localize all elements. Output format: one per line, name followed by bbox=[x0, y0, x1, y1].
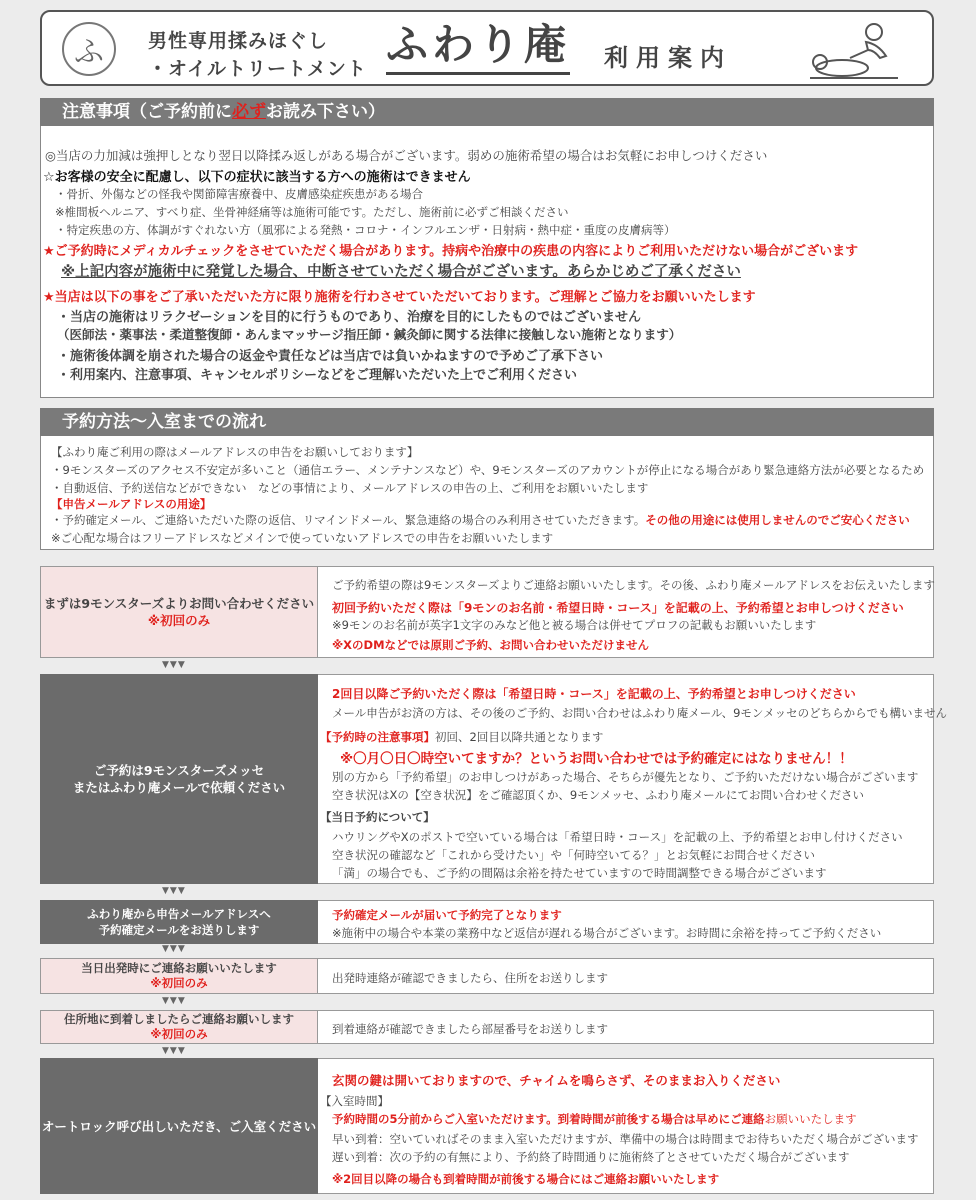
flow-line: 遅い到着：次の予約の有無により、予約終了時間通りに施術終了とさせていただく場合がございます bbox=[332, 1150, 850, 1164]
flow-step-6 bbox=[40, 1058, 934, 1194]
page-title: 利用案内 bbox=[604, 44, 732, 72]
flow-line: 出発時連絡が確認できましたら、住所をお送りします bbox=[332, 971, 608, 985]
flow-step-3-label-2: 予約確定メールをお送りします bbox=[98, 923, 260, 937]
flow-line: 早い到着：空いていればそのまま入室いただけますが、準備中の場合は時間までお待ちいただく場合がございます bbox=[332, 1132, 919, 1146]
flow-step-2-content bbox=[318, 674, 947, 884]
notice-title-emphasis: 必ず bbox=[232, 102, 266, 122]
flow-line: ※〇月〇日〇時空いてますか？というお問い合わせでは予約確定にはなりません！！ bbox=[340, 751, 853, 767]
booking-line: ※ご心配な場合はフリーアドレスなどメインで使っていないアドレスでの申告をお願いいたします bbox=[51, 531, 554, 545]
flow-arrow-icon: ▼▼▼ bbox=[162, 1046, 186, 1056]
notice-line: ・当店の施術はリラクゼーションを目的に行うものであり、治療を目的にしたものではございません bbox=[57, 310, 641, 325]
flow-step-1-note: ※初回のみ bbox=[147, 613, 211, 628]
flow-line: 【当日予約について】 bbox=[320, 810, 435, 824]
header-subtitle-1: 男性専用揉みほぐし bbox=[148, 30, 329, 52]
booking-line: 【ふわり庵ご利用の際はメールアドレスの申告をお願いしております】 bbox=[51, 445, 419, 459]
flow-line: ※9モンのお名前が英字1文字のみなど他と被る場合は併せてプロフの記載もお願いいたします bbox=[332, 618, 817, 632]
flow-step-1-label-text: まずは9モンスターズよりお問い合わせください bbox=[43, 596, 315, 611]
notice-line: （医師法・薬事法・柔道整復師・あんまマッサージ指圧師・鍼灸師に関する法律に接触しない施術となります） bbox=[57, 327, 682, 342]
notice-section-body bbox=[40, 126, 934, 398]
flow-step-2-label-2: またはふわり庵メールで依頼ください bbox=[72, 780, 286, 795]
notice-line: ◎当店の力加減は強押しとなり翌日以降揉み返しがある場合がございます。弱めの施術希望の場合はお気軽にお申しつけください bbox=[45, 148, 768, 163]
flow-line: ※2回目以降の場合も到着時間が前後する場合にはご連絡お願いいたします bbox=[332, 1172, 720, 1186]
flow-line: 【入室時間】 bbox=[320, 1094, 389, 1108]
flow-arrow-icon: ▼▼▼ bbox=[162, 944, 186, 954]
flow-step-4-label bbox=[40, 958, 318, 994]
flow-line: メール申告がお済の方は、その後のご予約、お問い合わせはふわり庵メール、9モンメッセのどちらからでも構いません bbox=[332, 706, 947, 720]
flow-step-5-label bbox=[40, 1010, 318, 1044]
flow-line: ※施術中の場合や本業の業務中など返信が遅れる場合がございます。お時間に余裕を持ってご予約ください bbox=[332, 926, 882, 940]
booking-usage-text: ・予約確定メール、ご連絡いただいた際の返信、リマインドメール、緊急連絡の場合のみ利用させていただきます。 bbox=[51, 513, 646, 527]
flow-step-3-label bbox=[40, 900, 318, 944]
header-subtitle-2: ・オイルトリートメント bbox=[148, 58, 367, 80]
flow-line: 「満」の場合でも、ご予約の間隔は余裕を持たせていますので時間調整できる場合がございます bbox=[332, 866, 827, 880]
flow-line: 空き状況の確認など「これから受けたい」や「何時空いてる？」とお気軽にお問合せください bbox=[332, 848, 815, 862]
booking-line: ・自動返信、予約送信などができない などの事情により、メールアドレスの申告の上、ご利用をお願いいたします bbox=[51, 481, 649, 495]
flow-step-2 bbox=[40, 674, 947, 884]
flow-notice-scope: 初回、2回目以降共通となります bbox=[435, 730, 604, 744]
flow-step-4-label-text: 当日出発時にご連絡お願いいたします bbox=[81, 961, 277, 975]
flow-line: 別の方から「予約希望」のお申しつけがあった場合、そちらが優先となり、ご予約いただけない場合がございます bbox=[332, 770, 919, 784]
flow-step-5-content bbox=[318, 1010, 934, 1044]
notice-line: ★当店は以下の事をご了承いただいた方に限り施術を行わさせていただいております。ご理解とご協力をお願いいたします bbox=[43, 290, 756, 305]
notice-title-pre: 注意事項（ご予約前に bbox=[62, 102, 232, 122]
notice-title-post: お読み下さい） bbox=[266, 102, 385, 122]
notice-line: ※上記内容が施術中に発覚した場合、中断させていただく場合がございます。あらかじめご了承ください bbox=[61, 264, 741, 280]
brand-name: ふわり庵 bbox=[386, 18, 570, 75]
flow-step-6-content bbox=[318, 1058, 934, 1194]
flow-step-4-content bbox=[318, 958, 934, 994]
booking-section-heading: 予約方法～入室までの流れ bbox=[40, 408, 934, 436]
flow-line: ハウリングやXのポストで空いている場合は「希望日時・コース」を記載の上、予約希望とお申し付けください bbox=[332, 830, 903, 844]
booking-usage-emphasis: その他の用途には使用しませんのでご安心ください bbox=[645, 513, 910, 527]
flow-notice-heading: 【予約時の注意事項】 bbox=[320, 730, 435, 744]
flow-arrow-icon: ▼▼▼ bbox=[162, 996, 186, 1006]
booking-line: ・9モンスターズのアクセス不安定が多いこと（通信エラー、メンテナンスなど）や、9モンスターズのアカウントが停止になる場合があり緊急連絡方法が必要となるため bbox=[51, 463, 925, 477]
flow-step-4 bbox=[40, 958, 934, 994]
flow-step-3-content bbox=[318, 900, 934, 944]
header-banner bbox=[40, 10, 934, 86]
flow-arrow-icon: ▼▼▼ bbox=[162, 660, 186, 670]
notice-line: ・施術後体調を崩された場合の返金や責任などは当店では負いかねますので予めご了承下さい bbox=[57, 349, 604, 364]
flow-arrow-icon: ▼▼▼ bbox=[162, 886, 186, 896]
flow-step-6-label bbox=[40, 1058, 318, 1194]
flow-step-5-label-text: 住所地に到着しましたらご連絡お願いします bbox=[64, 1012, 294, 1026]
flow-step-1-label bbox=[40, 566, 318, 658]
flow-step-5-note: ※初回のみ bbox=[150, 1027, 208, 1041]
flow-step-2-label-1: ご予約は9モンスターズメッセ bbox=[93, 763, 265, 778]
flow-line: 初回予約いただく際は「9モンのお名前・希望日時・コース」を記載の上、予約希望とお申しつけください bbox=[332, 601, 904, 615]
flow-entry-request: お願いいたします bbox=[764, 1112, 857, 1126]
flow-line: 空き状況はXの【空き状況】をご確認頂くか、9モンメッセ、ふわり庵メールにてお問い合わせください bbox=[332, 788, 864, 802]
flow-entry-emphasis: 予約時間の5分前からご入室いただけます。到着時間が前後する場合は早めにご連絡 bbox=[332, 1112, 765, 1126]
logo: ふ bbox=[62, 22, 116, 76]
flow-step-3-label-1: ふわり庵から申告メールアドレスへ bbox=[87, 907, 271, 921]
notice-line: ・利用案内、注意事項、キャンセルポリシーなどをご理解いただいた上でご利用ください bbox=[57, 368, 578, 383]
notice-line: ☆お客様の安全に配慮し、以下の症状に該当する方への施術はできません bbox=[43, 170, 471, 185]
flow-step-5 bbox=[40, 1010, 934, 1044]
flow-line: 予約確定メールが届いて予約完了となります bbox=[332, 908, 562, 922]
booking-line bbox=[51, 512, 910, 528]
notice-line: ・骨折、外傷などの怪我や関節障害療養中、皮膚感染症疾患がある場合 bbox=[55, 187, 423, 201]
massage-illustration-icon bbox=[806, 18, 902, 82]
notice-line: ★ご予約時にメディカルチェックをさせていただく場合があります。持病や治療中の疾患の内容によりご利用いただけない場合がございます bbox=[43, 244, 859, 259]
flow-line: ご予約希望の際は9モンスターズよりご連絡お願いいたします。その後、ふわり庵メールアドレスをお伝えいたします bbox=[332, 578, 935, 592]
flow-line: 2回目以降ご予約いただく際は「希望日時・コース」を記載の上、予約希望とお申しつけください bbox=[332, 687, 856, 701]
flow-step-1 bbox=[40, 566, 934, 658]
notice-section-heading bbox=[40, 98, 934, 126]
flow-line: 到着連絡が確認できましたら部屋番号をお送りします bbox=[332, 1022, 608, 1036]
notice-line: ・特定疾患の方、体調がすぐれない方（風邪による発熱・コロナ・インフルエンザ・日射病・熱中症・重度の皮膚病等） bbox=[55, 223, 676, 237]
flow-step-3 bbox=[40, 900, 934, 944]
notice-line: ※椎間板ヘルニア、すべり症、坐骨神経痛等は施術可能です。ただし、施術前に必ずご相談ください bbox=[55, 205, 569, 219]
flow-line: ※XのDMなどでは原則ご予約、お問い合わせいただけません bbox=[332, 638, 650, 652]
flow-step-4-note: ※初回のみ bbox=[150, 976, 208, 990]
flow-line: 玄関の鍵は開いておりますので、チャイムを鳴らさず、そのままお入りください bbox=[332, 1073, 781, 1088]
flow-step-2-label bbox=[40, 674, 318, 884]
flow-line bbox=[332, 1111, 857, 1127]
flow-step-1-content bbox=[318, 566, 934, 658]
booking-line: 【申告メールアドレスの用途】 bbox=[51, 497, 212, 511]
flow-line bbox=[320, 729, 603, 745]
flow-step-6-label-text: オートロック呼び出しいただき、ご入室ください bbox=[41, 1118, 317, 1134]
booking-section-body bbox=[40, 436, 934, 550]
